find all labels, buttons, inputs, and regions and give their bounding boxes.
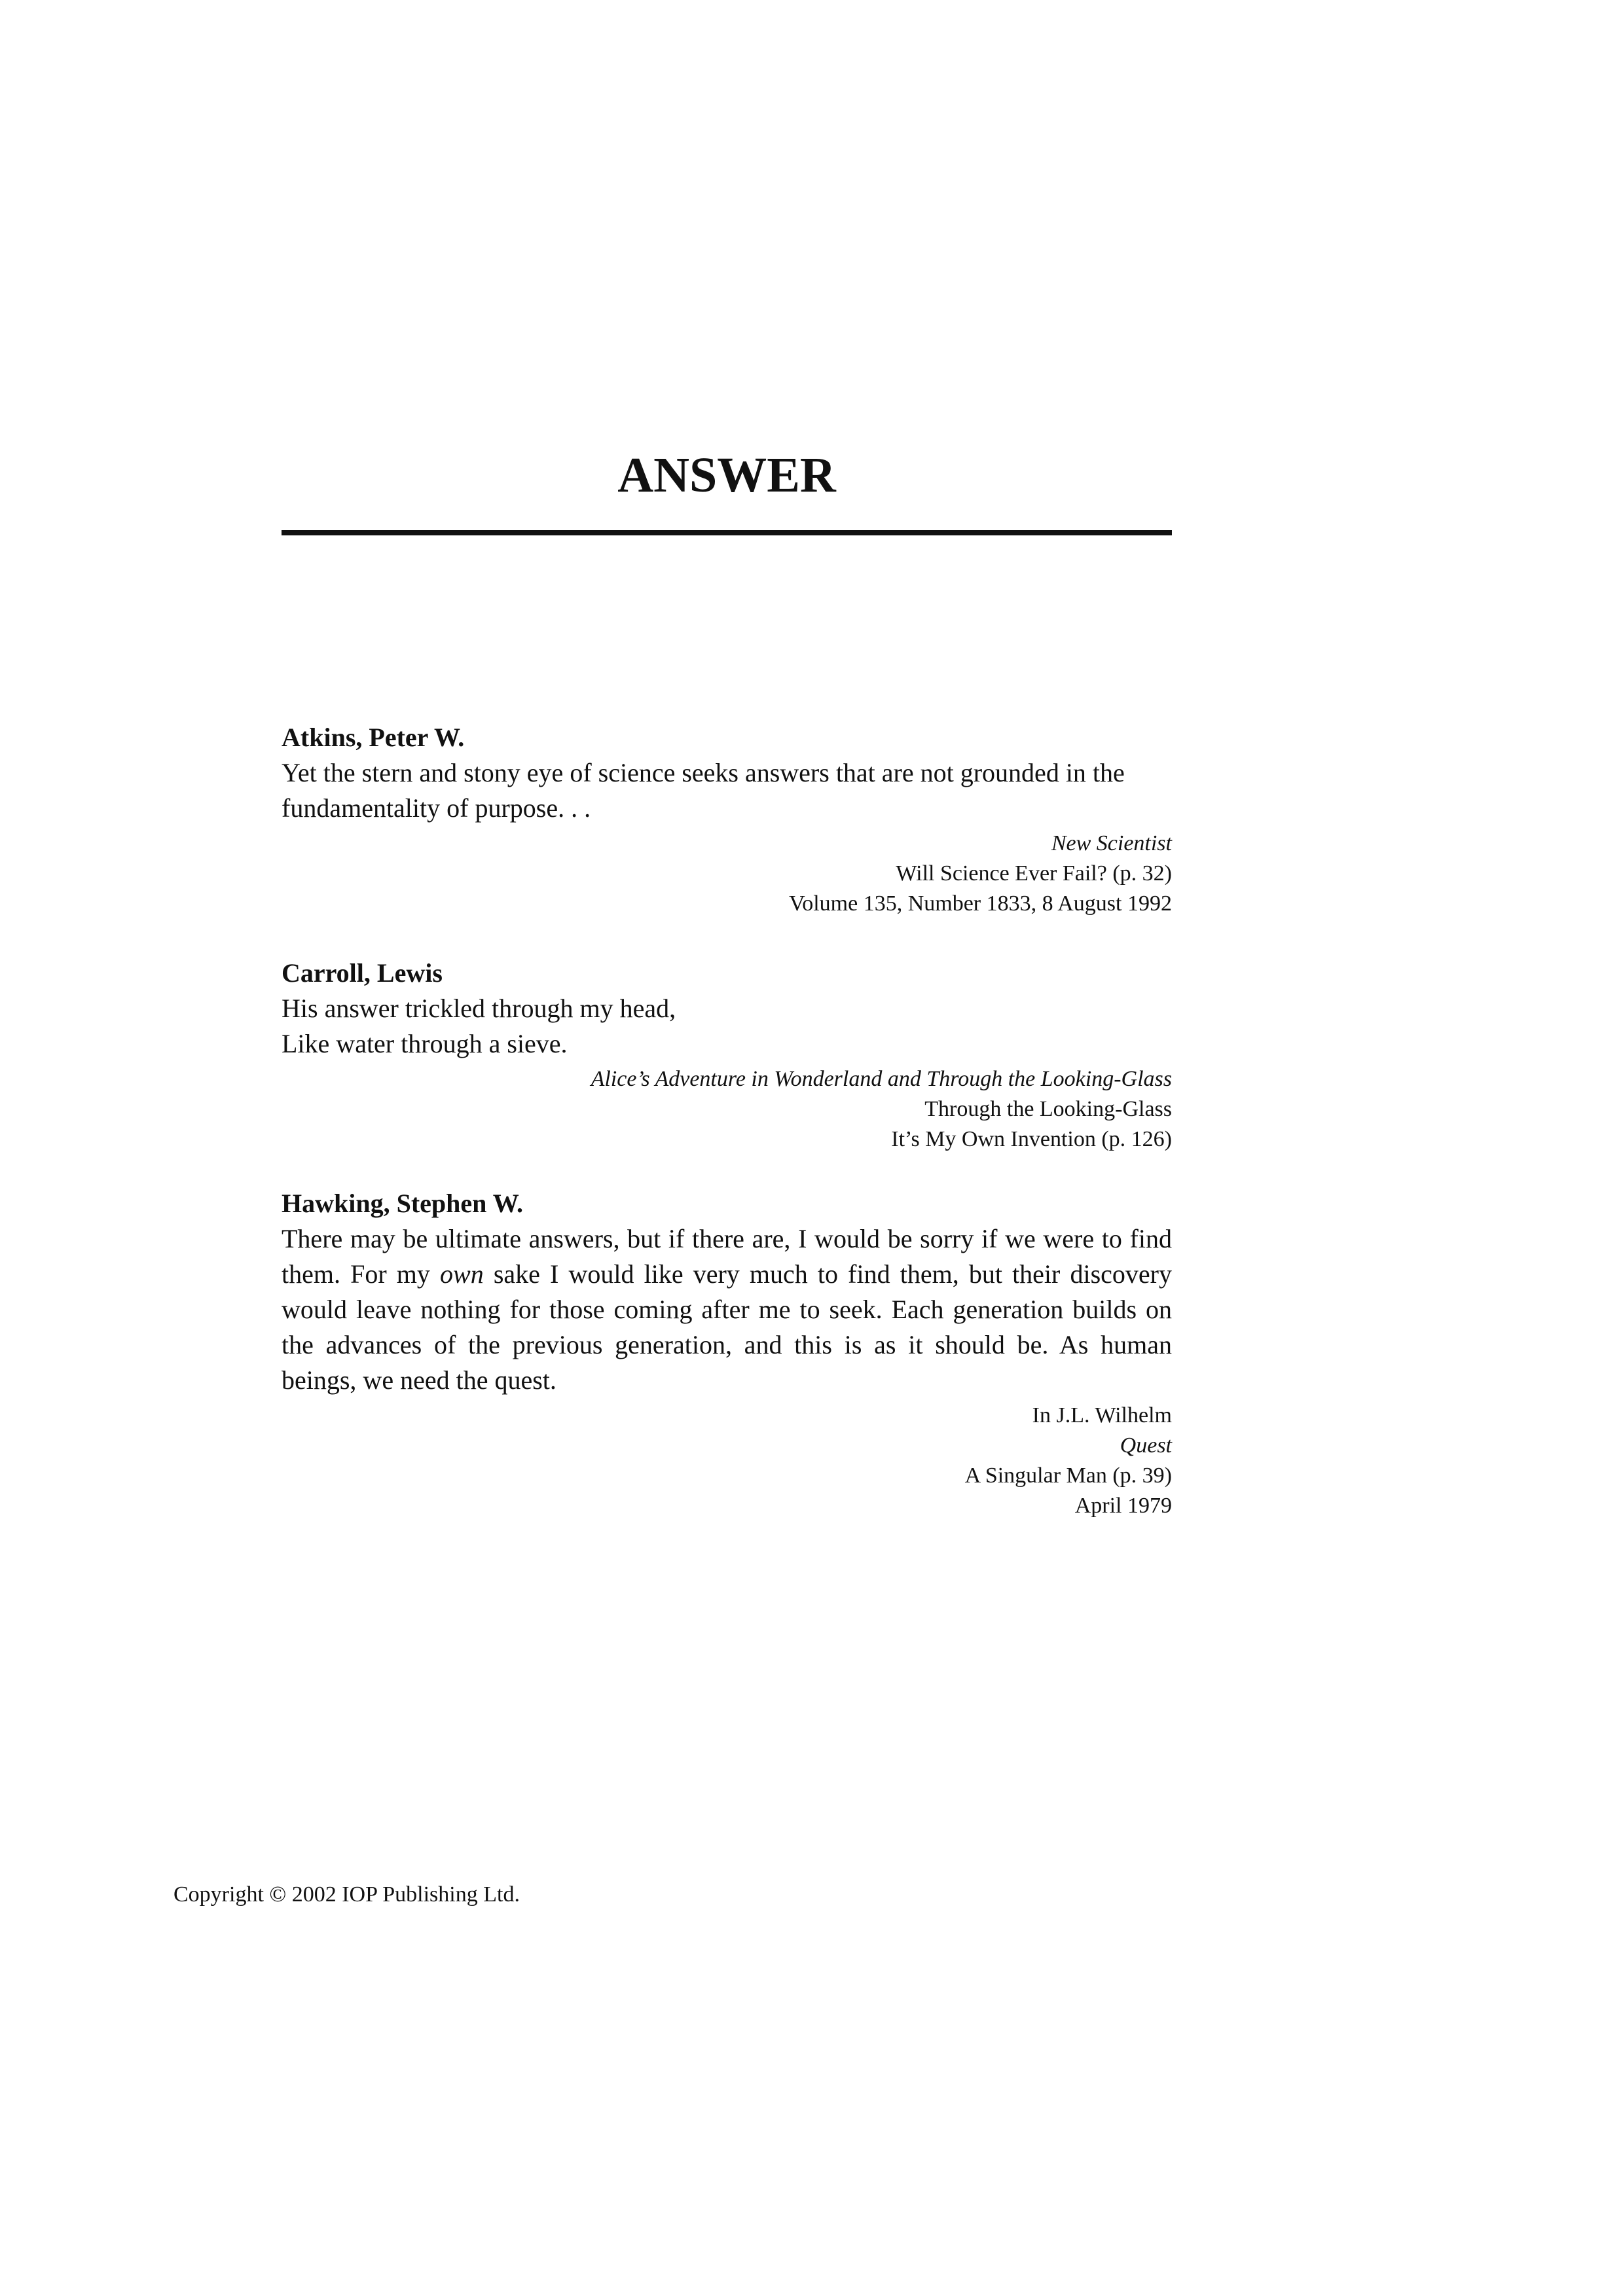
quote-entry-hawking bbox=[282, 1186, 1172, 1521]
entry-author: Atkins, Peter W. bbox=[282, 723, 465, 752]
quote-text: There may be ultimate answers, but if there are, I would be sorry if we were to find them. For my bbox=[282, 1224, 1172, 1289]
source-publication: New Scientist bbox=[1051, 831, 1172, 855]
source-issue: Volume 135, Number 1833, 8 August 1992 bbox=[789, 891, 1172, 916]
source-publication: Quest bbox=[1120, 1433, 1172, 1458]
source-book: Alice’s Adventure in Wonderland and Through the Looking-Glass bbox=[591, 1067, 1172, 1091]
title-rule bbox=[282, 530, 1172, 535]
quote-entry-carroll bbox=[282, 956, 1172, 1155]
entry-author: Carroll, Lewis bbox=[282, 958, 443, 988]
quote-entry-atkins bbox=[282, 720, 1172, 919]
source-date: April 1979 bbox=[1074, 1494, 1172, 1518]
quote-line: Like water through a sieve. bbox=[282, 1029, 568, 1058]
entry-source bbox=[282, 829, 1172, 919]
quote-text: sake I would like very much to find them, but their discovery would leave nothing for those coming after me to seek. Each generation builds on the advances of the previous generation, and this is as it should be. As human beings, we need the quest. bbox=[282, 1259, 1172, 1395]
copyright-notice: Copyright © 2002 IOP Publishing Ltd. bbox=[173, 1882, 520, 1907]
source-editor: In J.L. Wilhelm bbox=[1032, 1403, 1172, 1427]
source-chapter: It’s My Own Invention (p. 126) bbox=[891, 1127, 1172, 1151]
source-part: Through the Looking-Glass bbox=[924, 1097, 1172, 1121]
entry-quote bbox=[282, 991, 1172, 1062]
source-article: Will Science Ever Fail? (p. 32) bbox=[896, 861, 1172, 886]
entry-source bbox=[282, 1401, 1172, 1521]
entry-quote: Yet the stern and stony eye of science seeks answers that are not grounded in the fundamentality of purpose. . . bbox=[282, 758, 1125, 823]
quote-line: His answer trickled through my head, bbox=[282, 994, 676, 1023]
quote-emphasis: own bbox=[440, 1259, 484, 1289]
entry-quote bbox=[282, 1221, 1172, 1398]
page-title: ANSWER bbox=[617, 448, 836, 503]
entry-author: Hawking, Stephen W. bbox=[282, 1189, 524, 1218]
source-article: A Singular Man (p. 39) bbox=[964, 1463, 1172, 1488]
entry-source bbox=[282, 1064, 1172, 1155]
